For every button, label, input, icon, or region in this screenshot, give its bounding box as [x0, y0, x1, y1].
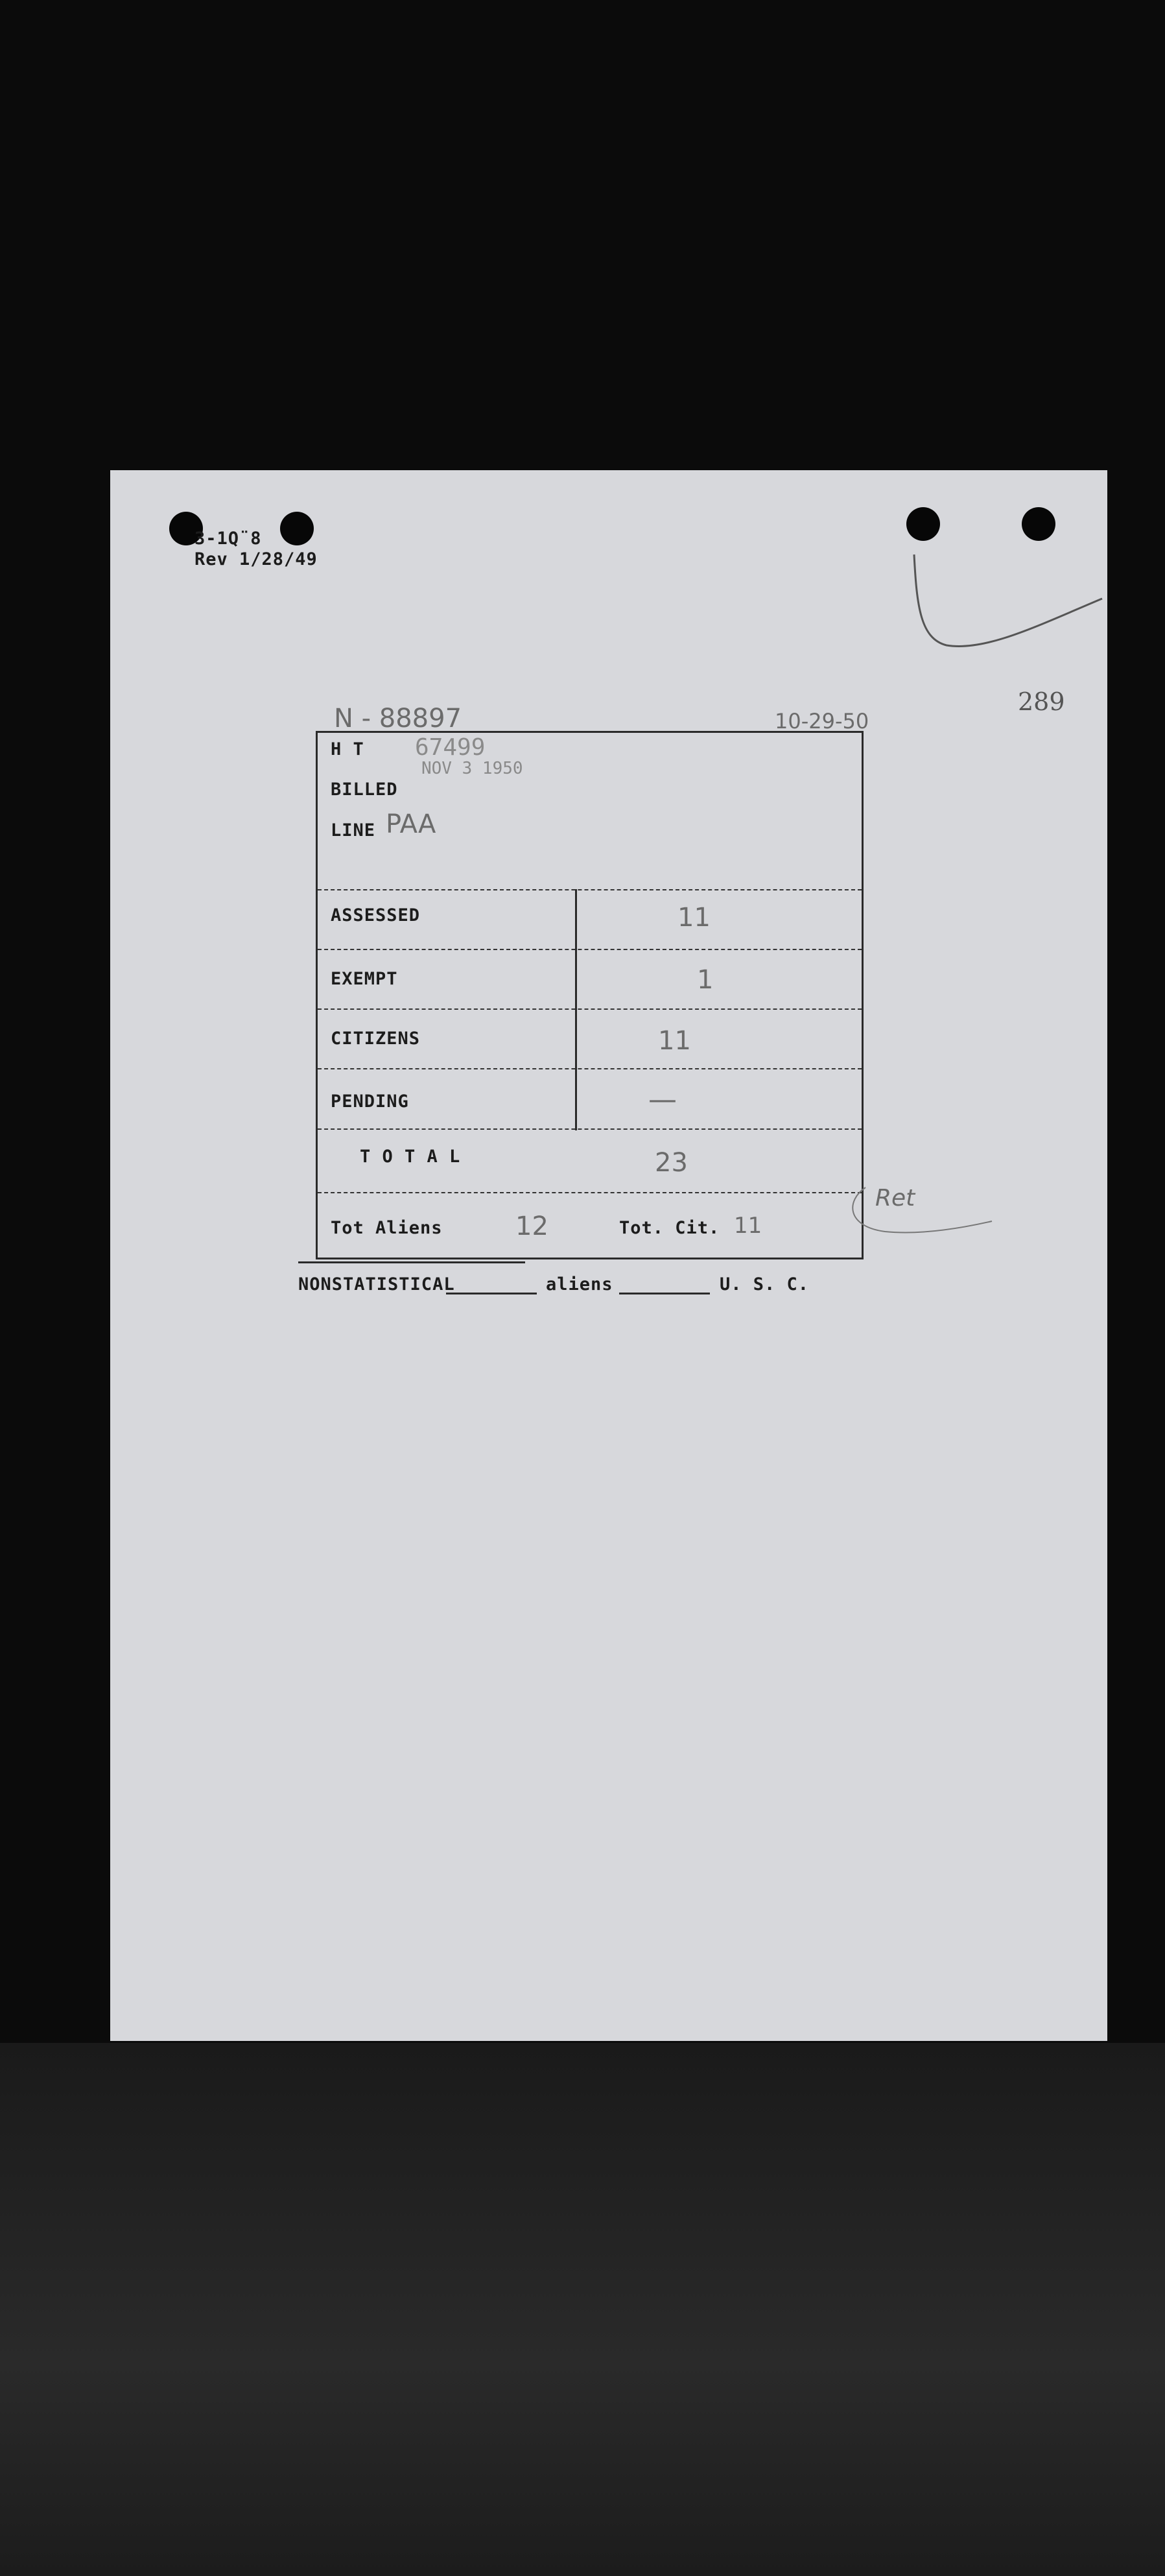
ht-label: H T — [331, 739, 364, 759]
exempt-label: EXEMPT — [331, 969, 398, 989]
pencil-curve-mark — [908, 548, 1109, 678]
received-date-stamp: NOV 3 1950 — [421, 759, 523, 778]
line-value: PAA — [386, 809, 436, 839]
initials-loop-mark — [846, 1181, 995, 1239]
line-label: LINE — [331, 820, 376, 841]
exempt-value: 1 — [697, 965, 714, 995]
tot-aliens-value: 12 — [515, 1211, 548, 1241]
manifest-tally-form — [316, 731, 864, 1259]
column-divider — [575, 889, 577, 1130]
file-number: N - 88897 — [334, 704, 462, 733]
nonstatistical-blank — [446, 1293, 537, 1294]
citizens-value: 11 — [658, 1026, 691, 1056]
initials-signature: Ret — [875, 1185, 915, 1211]
handwritten-date: 10-29-50 — [775, 709, 869, 733]
divider — [318, 1068, 862, 1069]
film-background-bottom — [0, 2043, 1165, 2576]
form-revision: Rev 1/28/49 — [194, 549, 318, 569]
pending-value: — — [648, 1083, 677, 1116]
punch-hole — [280, 512, 314, 545]
usc-label: U. S. C. — [720, 1274, 810, 1294]
divider — [318, 1128, 862, 1130]
tot-cit-label: Tot. Cit. — [619, 1218, 720, 1238]
punch-hole — [1022, 507, 1055, 541]
citizens-label: CITIZENS — [331, 1029, 421, 1049]
total-label: T O T A L — [360, 1147, 461, 1167]
nonstatistical-label: NONSTATISTICAL — [298, 1274, 455, 1294]
aliens-label: aliens — [546, 1274, 613, 1294]
page-number: 289 — [1018, 687, 1065, 716]
pending-label: PENDING — [331, 1091, 409, 1112]
assessed-label: ASSESSED — [331, 905, 421, 925]
divider — [318, 889, 862, 890]
form-number: 3-1Q¨8 — [194, 529, 262, 549]
document-page — [110, 470, 1107, 2041]
total-value: 23 — [655, 1148, 688, 1178]
punch-hole — [906, 507, 940, 541]
assessed-value: 11 — [677, 903, 711, 933]
divider — [318, 1008, 862, 1010]
ht-number-stamp: 67499 — [415, 734, 486, 761]
tot-cit-value: 11 — [734, 1213, 762, 1239]
divider — [318, 1192, 862, 1193]
tot-aliens-label: Tot Aliens — [331, 1218, 443, 1238]
billed-label: BILLED — [331, 780, 398, 800]
usc-blank — [619, 1293, 710, 1294]
form-bottom-rule — [298, 1261, 525, 1263]
divider — [318, 949, 862, 950]
